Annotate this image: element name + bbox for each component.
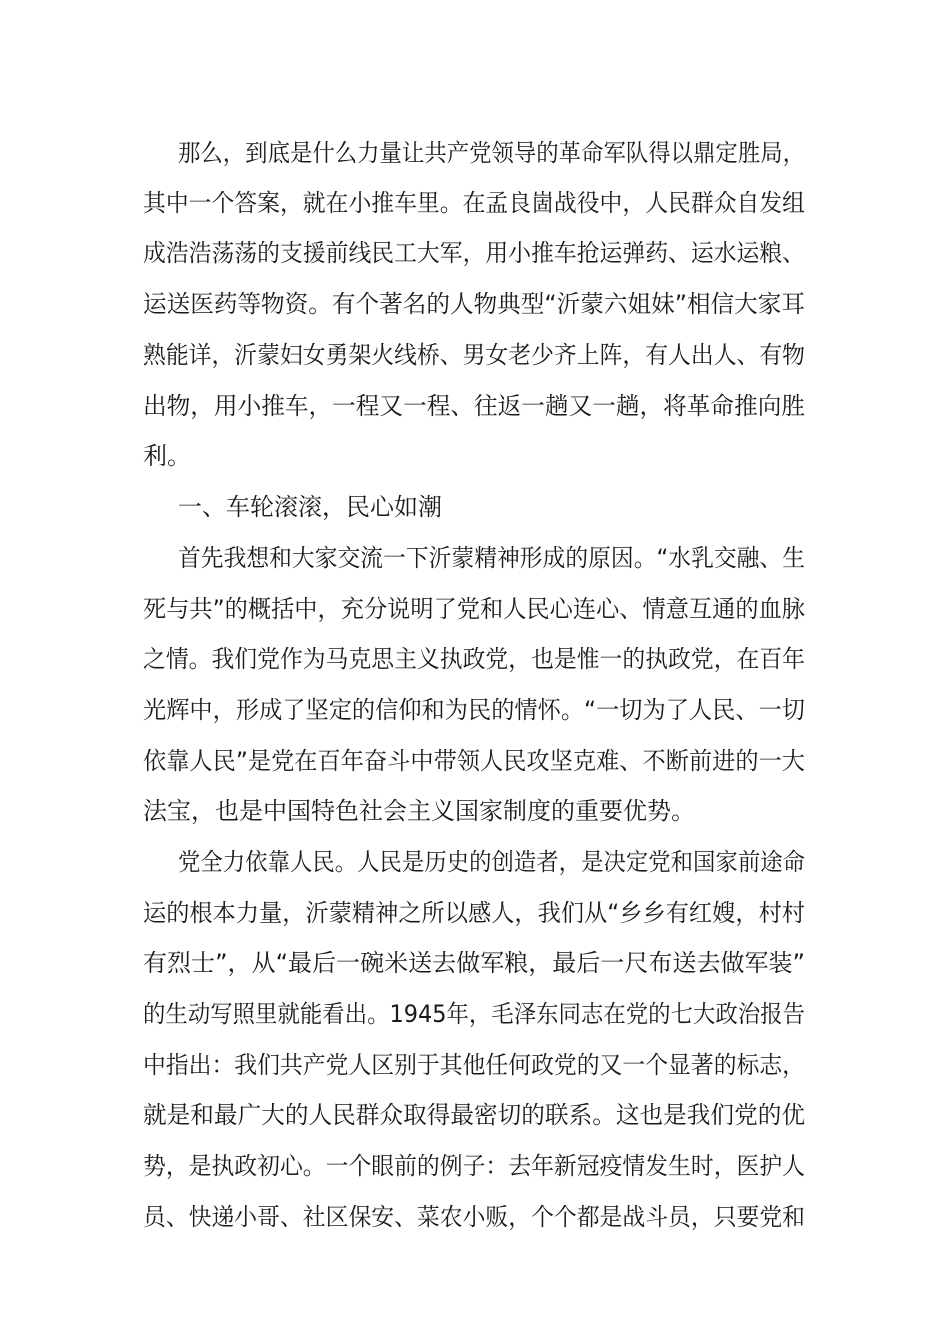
text-line-content: 死与共”的概括中，充分说明了党和人民心连心、情意互通的血脉: [143, 595, 805, 623]
text-line: [0, 837, 950, 887]
section-heading-text: 一、车轮滚滚，民心如潮: [178, 493, 442, 521]
text-line-content: 依靠人民”是党在百年奋斗中带领人民攻坚克难、不断前进的一大: [143, 747, 805, 775]
text-line-content: 法宝，也是中国特色社会主义国家制度的重要优势。: [143, 797, 695, 825]
text-line: [0, 178, 950, 228]
text-line: [0, 736, 950, 786]
text-line-content: 就是和最广大的人民群众取得最密切的联系。这也是我们党的优: [143, 1101, 805, 1129]
text-line: [0, 989, 950, 1039]
text-line: [0, 128, 950, 178]
text-line: [0, 330, 950, 380]
text-line-content: 运送医药等物资。有个著名的人物典型“沂蒙六姐妹”相信大家耳: [143, 290, 805, 318]
text-line-content: 光辉中，形成了坚定的信仰和为民的情怀。“一切为了人民、一切: [143, 696, 805, 724]
text-line: [0, 228, 950, 278]
text-line-content: 党全力依靠人民。人民是历史的创造者，是决定党和国家前途命: [178, 848, 805, 876]
text-line: [0, 279, 950, 329]
text-line: [0, 1040, 950, 1090]
text-line: [0, 888, 950, 938]
text-line-content: 那么，到底是什么力量让共产党领导的革命军队得以鼎定胜局，: [178, 139, 805, 167]
text-line-content: 成浩浩荡荡的支援前线民工大军，用小推车抢运弹药、运水运粮、: [143, 239, 805, 267]
text-line: [0, 1192, 950, 1242]
text-line: [0, 685, 950, 735]
text-line-content: 有烈士”，从“最后一碗米送去做军粮，最后一尺布送去做军装”: [143, 949, 806, 977]
text-line-content: 其中一个答案，就在小推车里。在孟良崮战役中，人民群众自发组: [143, 189, 805, 217]
section-heading: [0, 482, 950, 532]
text-line-content: 势，是执政初心。一个眼前的例子：去年新冠疫情发生时，医护人: [143, 1152, 805, 1180]
text-line: [0, 1090, 950, 1140]
text-line: [0, 1141, 950, 1191]
text-line: [0, 786, 950, 836]
text-line-content: 员、快递小哥、社区保安、菜农小贩，个个都是战斗员，只要党和: [143, 1203, 805, 1231]
text-line-content: 运的根本力量，沂蒙精神之所以感人，我们从“乡乡有红嫂，村村: [143, 899, 805, 927]
text-line-content: 之情。我们党作为马克思主义执政党，也是惟一的执政党，在百年: [143, 645, 805, 673]
text-line: [0, 381, 950, 431]
text-line-content: 的生动写照里就能看出。1945年，毛泽东同志在党的七大政治报告: [143, 1000, 805, 1028]
text-line: [0, 634, 950, 684]
text-line-content: 首先我想和大家交流一下沂蒙精神形成的原因。“水乳交融、生: [178, 544, 805, 572]
text-line: [0, 584, 950, 634]
text-line: [0, 938, 950, 988]
text-line-content: 熟能详，沂蒙妇女勇架火线桥、男女老少齐上阵，有人出人、有物: [143, 341, 805, 369]
text-line-content: 出物，用小推车，一程又一程、往返一趟又一趟，将革命推向胜: [143, 392, 805, 420]
text-line-content: 中指出：我们共产党人区别于其他任何政党的又一个显著的标志，: [143, 1051, 805, 1079]
text-line: [0, 533, 950, 583]
text-line-content: 利。: [143, 442, 191, 470]
text-line: [0, 431, 950, 481]
